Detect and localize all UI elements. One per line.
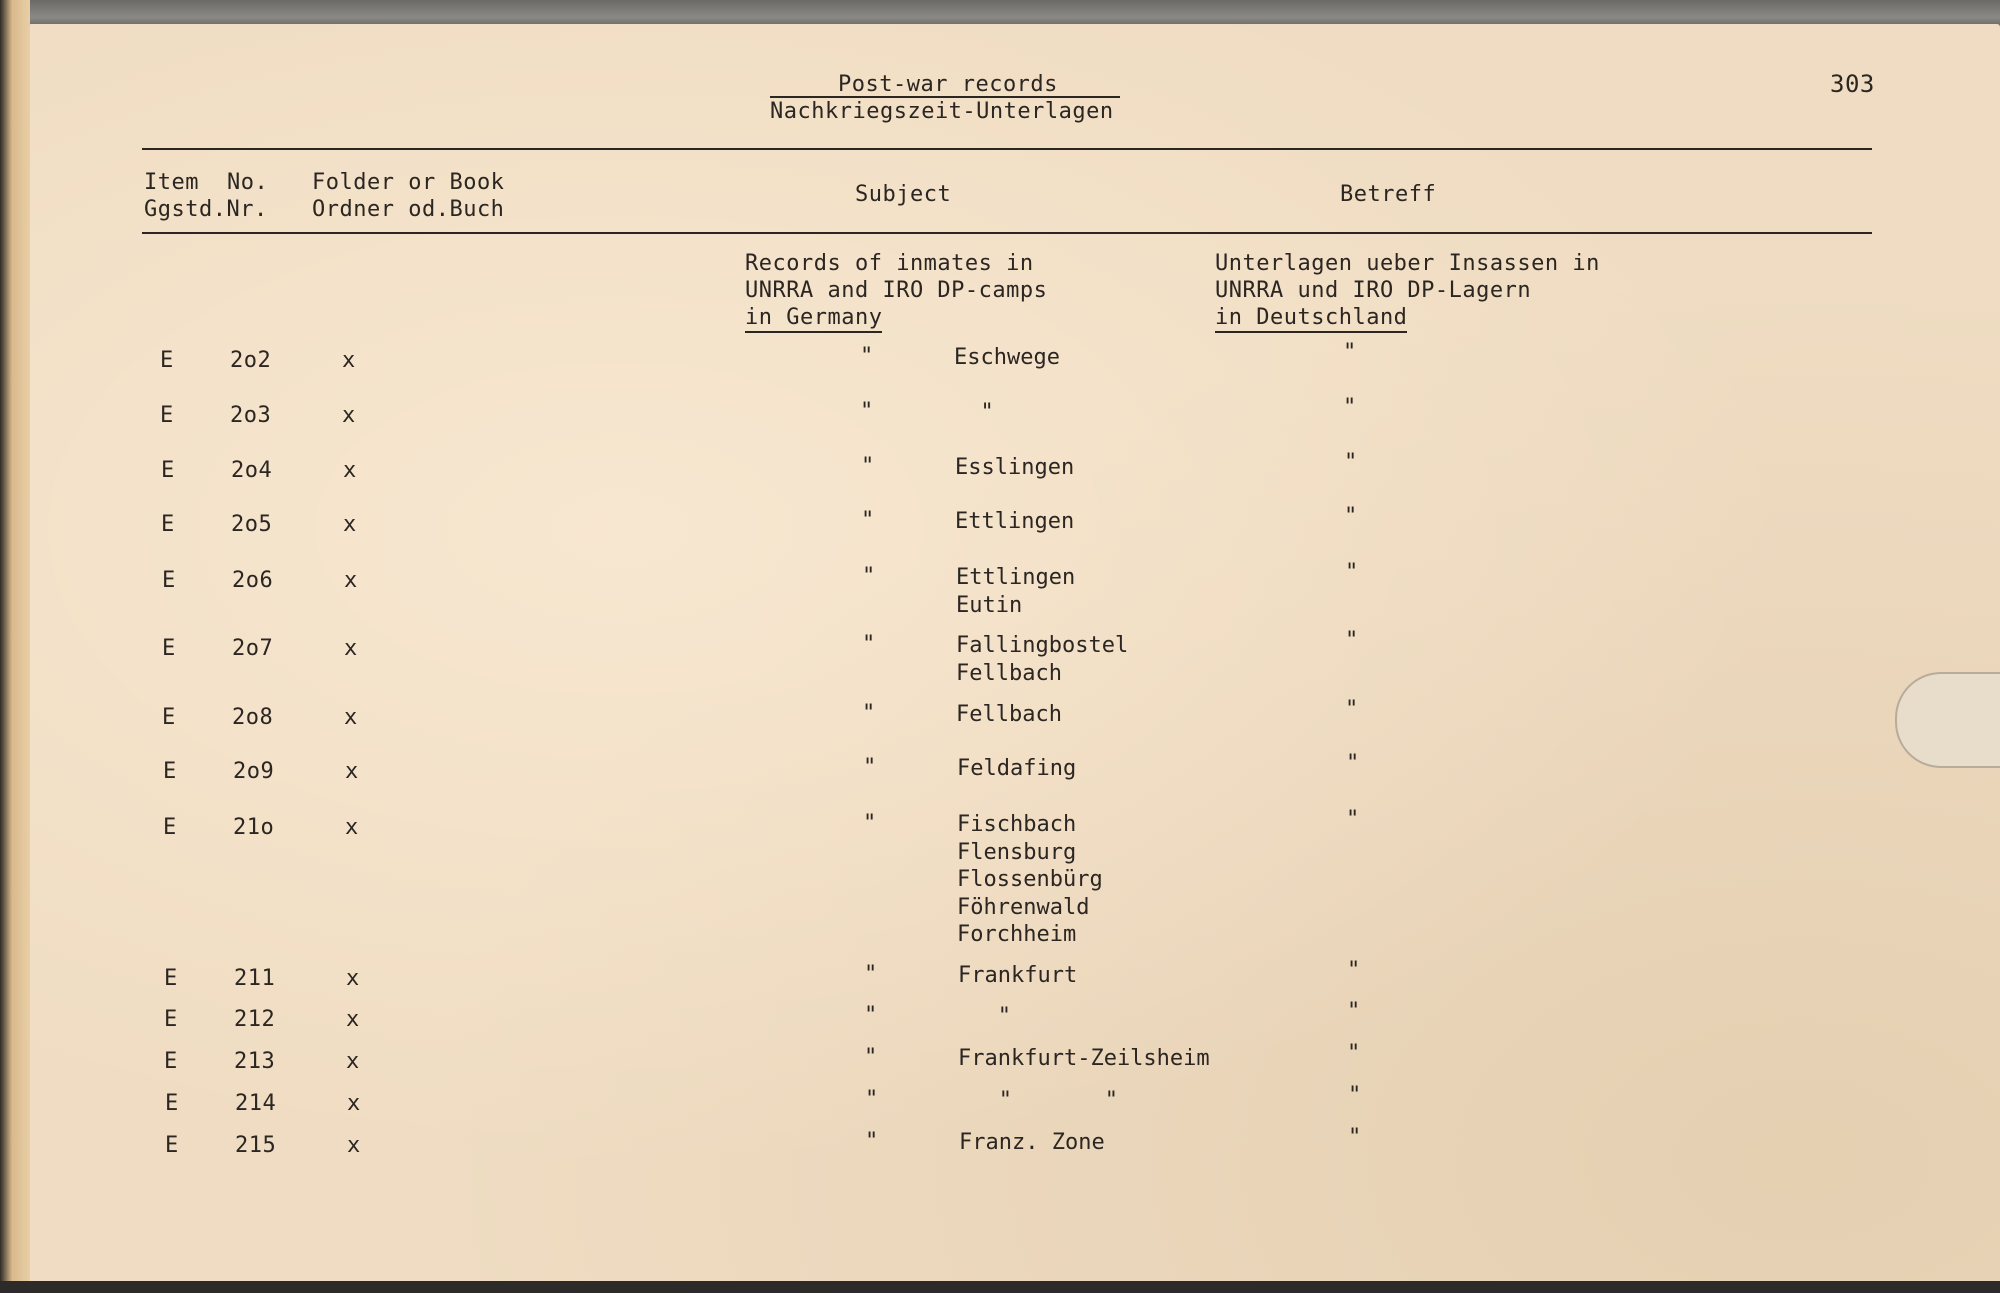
row-betreff-ditto: " (1346, 807, 1360, 832)
row-item: E (160, 403, 174, 428)
row-folder-mark: x (346, 1007, 360, 1032)
row-item: E (164, 1049, 178, 1074)
row-subject-ditto: " (861, 508, 875, 533)
header-betreff: Betreff (1340, 182, 1437, 207)
row-place-name: Föhrenwald (957, 894, 1090, 920)
row-betreff-ditto: " (1343, 395, 1357, 420)
intro-betreff-line-2: UNRRA und IRO DP-Lagern (1215, 278, 1532, 303)
row-folder-mark: x (344, 568, 358, 593)
row-subject-ditto: " (864, 1045, 878, 1070)
row-item: E (163, 759, 177, 784)
row-item: E (161, 458, 175, 483)
row-item: E (165, 1091, 179, 1116)
row-item: E (162, 636, 176, 661)
row-place-name: Ettlingen (956, 565, 1076, 590)
binder-left-edge (0, 0, 30, 1293)
row-number: 214 (235, 1091, 277, 1116)
row-place-name: Frankfurt (958, 963, 1078, 988)
page-tab[interactable] (1895, 672, 2000, 768)
row-folder-mark: x (345, 759, 359, 784)
row-folder-mark: x (344, 636, 358, 661)
row-folder-mark: x (347, 1091, 361, 1116)
row-place-name: Fellbach (956, 660, 1062, 686)
row-place-name: Franz. Zone (959, 1130, 1105, 1155)
row-item: E (161, 512, 175, 537)
row-number: 2o6 (232, 568, 274, 593)
row-folder-mark: x (346, 1049, 360, 1074)
row-place-name: Esslingen (955, 455, 1075, 480)
header-folder: Folder or Book (312, 170, 505, 195)
row-number: 21o (233, 815, 275, 840)
row-item: E (160, 348, 174, 373)
row-item: E (165, 1133, 179, 1158)
row-subject-ditto: " (865, 1129, 879, 1154)
row-betreff-ditto: " (1344, 450, 1358, 475)
row-number: 2o2 (230, 348, 272, 373)
row-subject-ditto: " (864, 962, 878, 987)
row-betreff-ditto: " (1348, 1125, 1362, 1150)
row-betreff-ditto: " (1347, 1041, 1361, 1066)
row-number: 215 (235, 1133, 277, 1158)
row-subject-ditto: " (862, 701, 876, 726)
row-place-name: Ettlingen (955, 509, 1075, 534)
row-subject-ditto: " (864, 1003, 878, 1028)
intro-subject-line-1: Records of inmates in (745, 251, 1034, 276)
row-betreff-ditto: " (1347, 958, 1361, 983)
row-number: 2o8 (232, 705, 274, 730)
row-subject-ditto: " (862, 632, 876, 657)
row-betreff-ditto: " (1345, 628, 1359, 653)
row-number: 213 (234, 1049, 276, 1074)
row-place-name: " (958, 1004, 1011, 1029)
row-folder-mark: x (344, 705, 358, 730)
row-number: 2o3 (230, 403, 272, 428)
row-betreff-ditto: " (1347, 999, 1361, 1024)
row-subject-ditto: " (863, 811, 877, 836)
row-place-name: Frankfurt-Zeilsheim (958, 1046, 1210, 1071)
row-number: 2o7 (232, 636, 274, 661)
title-underline (770, 96, 1120, 98)
header-item-de: Ggstd.Nr. (144, 197, 268, 222)
intro-subject-line-3: in Germany (745, 305, 882, 333)
row-folder-mark: x (343, 512, 357, 537)
row-betreff-ditto: " (1345, 560, 1359, 585)
row-place-name: " " (959, 1088, 1118, 1113)
row-place-name: Fallingbostel (956, 633, 1129, 658)
header-bottom-rule (142, 232, 1872, 234)
row-betreff-ditto: " (1343, 340, 1357, 365)
row-place-name: Eutin (956, 592, 1023, 618)
row-folder-mark: x (347, 1133, 361, 1158)
row-subject-ditto: " (863, 755, 877, 780)
header-folder-de: Ordner od.Buch (312, 197, 505, 222)
row-betreff-ditto: " (1346, 751, 1360, 776)
row-subject-ditto: " (865, 1087, 879, 1112)
row-number: 211 (234, 966, 276, 991)
row-subject-ditto: " (860, 399, 874, 424)
row-betreff-ditto: " (1344, 504, 1358, 529)
row-number: 2o4 (231, 458, 273, 483)
row-item: E (162, 568, 176, 593)
row-betreff-ditto: " (1345, 697, 1359, 722)
row-place-name: Fellbach (956, 702, 1062, 727)
row-subject-ditto: " (860, 344, 874, 369)
header-top-rule (142, 148, 1872, 150)
row-place-name: Forchheim (957, 922, 1077, 947)
row-place-name: " (954, 400, 994, 425)
intro-subject-line-2: UNRRA and IRO DP-camps (745, 278, 1048, 303)
row-number: 212 (234, 1007, 276, 1032)
row-item: E (162, 705, 176, 730)
row-subject-ditto: " (861, 454, 875, 479)
page-bottom-shadow (0, 1281, 2000, 1293)
row-place-name: Feldafing (957, 756, 1077, 781)
row-subject-ditto: " (862, 564, 876, 589)
header-subject: Subject (855, 182, 952, 207)
row-folder-mark: x (346, 966, 360, 991)
row-item: E (164, 966, 178, 991)
title-english: Post-war records (838, 72, 1058, 97)
row-item: E (163, 815, 177, 840)
page-number: 303 (1830, 70, 1875, 98)
row-place-name: Fischbach (957, 812, 1077, 837)
row-place-name: Flensburg (957, 839, 1077, 865)
intro-betreff-line-1: Unterlagen ueber Insassen in (1215, 251, 1600, 276)
row-number: 2o9 (233, 759, 275, 784)
header-item: Item (144, 170, 199, 195)
row-place-name: Flossenbürg (957, 867, 1103, 892)
row-folder-mark: x (343, 458, 357, 483)
row-folder-mark: x (345, 815, 359, 840)
row-folder-mark: x (342, 348, 356, 373)
title-german: Nachkriegszeit-Unterlagen (770, 99, 1114, 124)
header-no: No. (227, 170, 269, 195)
row-item: E (164, 1007, 178, 1032)
intro-betreff-line-3: in Deutschland (1215, 305, 1407, 333)
row-folder-mark: x (342, 403, 356, 428)
row-number: 2o5 (231, 512, 273, 537)
row-place-name: Eschwege (954, 345, 1060, 370)
row-betreff-ditto: " (1348, 1083, 1362, 1108)
